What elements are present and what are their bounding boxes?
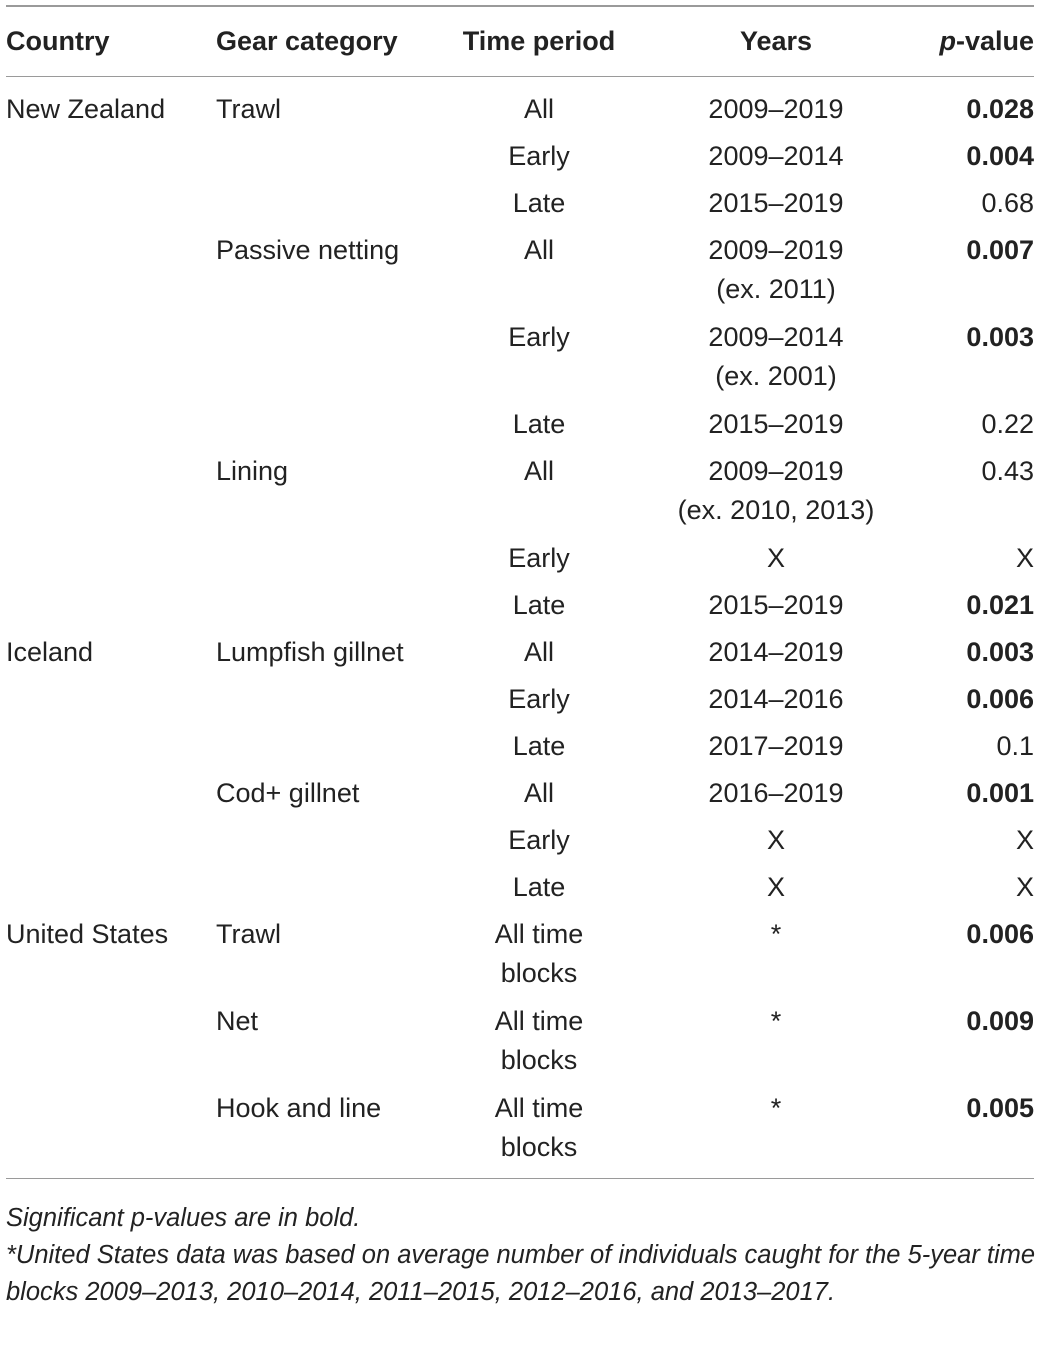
cell-time-period: [458, 452, 620, 539]
cell-gear-category: Lining: [216, 455, 289, 486]
footnote-united-states: *United States data was based on average number of individuals caught for the 5-year time blocks 2009–2013, 2010–2014, 2011–2015, 2012–2016, and 2013–2017.: [6, 1241, 1036, 1306]
cell-time-period: [458, 680, 620, 727]
results-table: [6, 5, 1034, 1179]
cell-gear-category: Trawl: [216, 94, 281, 124]
years-line: X: [766, 871, 785, 902]
header-p-italic: p: [939, 26, 956, 56]
table-row: [6, 821, 1034, 868]
time-period-line: All: [523, 234, 554, 265]
table-row: [6, 774, 1034, 821]
cell-p-value: 0.1: [996, 730, 1034, 761]
cell-p-value: 0.006: [966, 918, 1034, 949]
table-row: [6, 727, 1034, 774]
time-period-line: All: [523, 777, 554, 808]
cell-time-period: [458, 1002, 620, 1089]
cell-gear-category: Lumpfish gillnet: [216, 636, 404, 667]
time-period-line: Early: [508, 321, 570, 352]
cell-p-value: X: [1015, 542, 1034, 573]
cell-gear-category: [216, 137, 458, 184]
cell-time-period: [458, 633, 620, 680]
time-period-line: All: [523, 636, 554, 667]
cell-years: [620, 231, 932, 318]
years-line: X: [766, 824, 785, 855]
table-row: [6, 405, 1034, 452]
time-period-line: Late: [512, 871, 566, 902]
years-line-2: (ex. 2010, 2013): [677, 494, 875, 525]
years-line: 2009–2019: [708, 455, 844, 486]
time-period-line: All time: [494, 918, 584, 949]
time-period-line: Late: [512, 408, 566, 439]
years-line: 2014–2019: [708, 636, 844, 667]
cell-country: [6, 452, 216, 539]
cell-time-period: [458, 868, 620, 915]
table-header: [6, 6, 1034, 77]
cell-p-value: 0.003: [966, 321, 1034, 352]
table-row: [6, 586, 1034, 633]
header-country: Country: [6, 26, 110, 56]
cell-time-period: [458, 77, 620, 137]
years-line-2: (ex. 2011): [716, 273, 836, 304]
table-row: [6, 539, 1034, 586]
years-line: *: [770, 1092, 782, 1123]
cell-gear-category: Cod+ gillnet: [216, 777, 360, 808]
years-line: 2015–2019: [708, 589, 844, 620]
table-body: [6, 77, 1034, 1179]
cell-years: [620, 77, 932, 137]
table-row: [6, 1002, 1034, 1089]
years-line: 2015–2019: [708, 187, 844, 218]
time-period-line: All: [523, 455, 554, 486]
table-row: [6, 680, 1034, 727]
years-line: 2009–2019: [708, 94, 844, 124]
cell-gear-category: [216, 727, 458, 774]
time-period-line-2: blocks: [500, 957, 578, 988]
cell-time-period: [458, 774, 620, 821]
cell-gear-category: Net: [216, 1005, 259, 1036]
cell-years: [620, 774, 932, 821]
header-p-value: [932, 6, 1034, 77]
table-row: [6, 77, 1034, 137]
table-row: [6, 915, 1034, 1002]
cell-years: [620, 633, 932, 680]
time-period-line: All: [523, 94, 554, 124]
header-gear-category: Gear category: [216, 26, 398, 56]
cell-gear-category: [216, 868, 458, 915]
cell-years: [620, 1002, 932, 1089]
time-period-line: Early: [508, 824, 570, 855]
cell-years: [620, 1089, 932, 1179]
header-time-period: Time period: [462, 26, 616, 56]
cell-country: [6, 821, 216, 868]
cell-country: [6, 137, 216, 184]
time-period-line: Late: [512, 730, 566, 761]
time-period-line-2: blocks: [500, 1044, 578, 1075]
years-line-2: (ex. 2001): [715, 360, 837, 391]
cell-country: [6, 539, 216, 586]
time-period-line: Early: [508, 140, 570, 171]
cell-country: [6, 680, 216, 727]
cell-country: [6, 774, 216, 821]
cell-years: [620, 868, 932, 915]
table-footnotes: [6, 1200, 1036, 1311]
years-line: 2009–2014: [708, 321, 844, 352]
cell-gear-category: [216, 405, 458, 452]
cell-country: New Zealand: [6, 94, 166, 124]
table-row: [6, 868, 1034, 915]
cell-years: [620, 137, 932, 184]
table-row: [6, 318, 1034, 405]
time-period-line: Early: [508, 542, 570, 573]
cell-years: [620, 539, 932, 586]
cell-time-period: [458, 915, 620, 1002]
cell-country: [6, 1002, 216, 1089]
cell-time-period: [458, 727, 620, 774]
cell-p-value: 0.028: [966, 94, 1034, 124]
table-row: [6, 137, 1034, 184]
time-period-line: All time: [494, 1005, 584, 1036]
cell-country: Iceland: [6, 636, 94, 667]
time-period-line: Late: [512, 187, 566, 218]
cell-country: [6, 405, 216, 452]
cell-time-period: [458, 318, 620, 405]
cell-time-period: [458, 231, 620, 318]
time-period-line-2: blocks: [500, 1131, 578, 1162]
years-line: 2017–2019: [708, 730, 844, 761]
cell-country: [6, 868, 216, 915]
footnote-significance: Significant p-values are in bold.: [6, 1204, 361, 1232]
years-line: 2009–2014: [708, 140, 844, 171]
header-p-rest: -value: [955, 26, 1034, 56]
cell-country: United States: [6, 918, 169, 949]
cell-country: [6, 586, 216, 633]
cell-country: [6, 1089, 216, 1179]
years-line: 2015–2019: [708, 408, 844, 439]
cell-years: [620, 318, 932, 405]
cell-gear-category: Passive netting: [216, 234, 400, 265]
time-period-line: All time: [494, 1092, 584, 1123]
cell-p-value: 0.22: [981, 408, 1034, 439]
header-years: Years: [739, 26, 813, 56]
cell-gear-category: [216, 318, 458, 405]
table-row: [6, 184, 1034, 231]
cell-years: [620, 452, 932, 539]
cell-gear-category: Trawl: [216, 918, 281, 949]
cell-time-period: [458, 586, 620, 633]
cell-p-value: 0.001: [966, 777, 1034, 808]
cell-years: [620, 405, 932, 452]
table-row: [6, 231, 1034, 318]
years-line: *: [770, 918, 782, 949]
table-row: [6, 1089, 1034, 1179]
cell-country: [6, 231, 216, 318]
years-line: 2016–2019: [708, 777, 844, 808]
cell-p-value: 0.68: [981, 187, 1034, 218]
cell-time-period: [458, 184, 620, 231]
cell-years: [620, 915, 932, 1002]
table-row: [6, 452, 1034, 539]
cell-p-value: 0.005: [966, 1092, 1034, 1123]
cell-p-value: 0.43: [981, 455, 1034, 486]
cell-p-value: X: [1015, 824, 1034, 855]
cell-years: [620, 821, 932, 868]
cell-p-value: X: [1015, 871, 1034, 902]
cell-years: [620, 184, 932, 231]
cell-gear-category: [216, 821, 458, 868]
cell-p-value: 0.007: [966, 234, 1034, 265]
cell-gear-category: Hook and line: [216, 1092, 382, 1123]
cell-gear-category: [216, 586, 458, 633]
cell-p-value: 0.006: [966, 683, 1034, 714]
cell-time-period: [458, 137, 620, 184]
cell-country: [6, 727, 216, 774]
cell-p-value: 0.009: [966, 1005, 1034, 1036]
years-line: 2014–2016: [708, 683, 844, 714]
cell-years: [620, 586, 932, 633]
cell-time-period: [458, 1089, 620, 1179]
cell-time-period: [458, 539, 620, 586]
cell-gear-category: [216, 184, 458, 231]
cell-p-value: 0.003: [966, 636, 1034, 667]
cell-years: [620, 727, 932, 774]
years-line: 2009–2019: [708, 234, 844, 265]
time-period-line: Early: [508, 683, 570, 714]
cell-gear-category: [216, 539, 458, 586]
cell-p-value: 0.004: [966, 140, 1034, 171]
cell-p-value: 0.021: [966, 589, 1034, 620]
cell-country: [6, 184, 216, 231]
cell-time-period: [458, 405, 620, 452]
cell-years: [620, 680, 932, 727]
years-line: X: [766, 542, 785, 573]
years-line: *: [770, 1005, 782, 1036]
cell-time-period: [458, 821, 620, 868]
cell-country: [6, 318, 216, 405]
table-row: [6, 633, 1034, 680]
cell-gear-category: [216, 680, 458, 727]
time-period-line: Late: [512, 589, 566, 620]
